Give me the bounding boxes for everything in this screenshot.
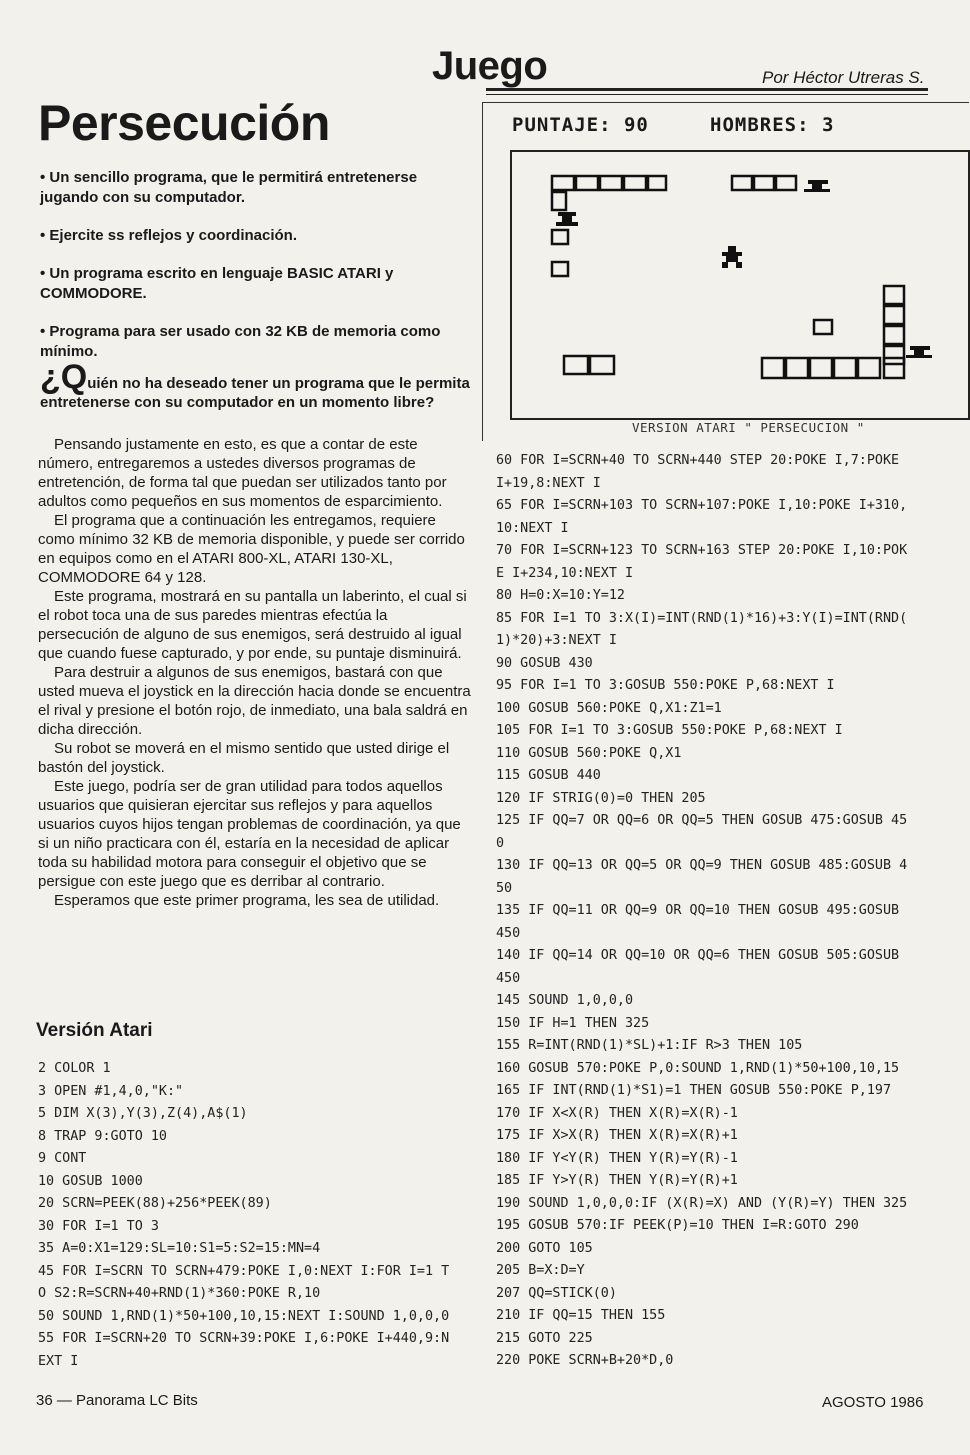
header-rule bbox=[486, 88, 928, 91]
maze-wall bbox=[648, 176, 666, 190]
code-listing-right bbox=[496, 450, 907, 1373]
maze-wall bbox=[600, 176, 622, 190]
maze-wall bbox=[552, 192, 566, 210]
code-line: 9 CONT bbox=[38, 1151, 87, 1166]
code-line: 450 bbox=[496, 970, 521, 986]
code-line: 2 COLOR 1 bbox=[38, 1061, 111, 1076]
maze-wall bbox=[552, 230, 568, 244]
maze-wall bbox=[884, 326, 904, 344]
code-line: 220 POKE SCRN+B+20*D,0 bbox=[496, 1353, 674, 1368]
enemy-icon bbox=[906, 346, 932, 358]
code-line: 450 bbox=[496, 925, 521, 941]
code-line: 165 IF INT(RND(1)*S1)=1 THEN GOSUB 550:POKE P,197 bbox=[496, 1083, 892, 1098]
enemy-icon bbox=[804, 180, 830, 192]
code-line: 20 SCRN=PEEK(88)+256*PEEK(89) bbox=[38, 1196, 272, 1211]
code-line: 135 IF QQ=11 OR QQ=9 OR QQ=10 THEN GOSUB 495:GOSUB bbox=[496, 903, 900, 918]
code-line: 80 H=0:X=10:Y=12 bbox=[496, 588, 625, 603]
code-line: 60 FOR I=SCRN+40 TO SCRN+440 STEP 20:POKE I,7:POKE bbox=[496, 453, 900, 468]
code-line: 185 IF Y>Y(R) THEN Y(R)=Y(R)+1 bbox=[496, 1173, 738, 1188]
maze-wall bbox=[776, 176, 796, 190]
article-body bbox=[38, 435, 472, 910]
code-line: 140 IF QQ=14 OR QQ=10 OR QQ=6 THEN GOSUB 505:GOSUB bbox=[496, 948, 900, 963]
code-line: 150 IF H=1 THEN 325 bbox=[496, 1015, 650, 1031]
code-line: 1)*20)+3:NEXT I bbox=[496, 633, 617, 648]
code-listing-left bbox=[38, 1058, 449, 1373]
code-line: 3 OPEN #1,4,0,"K:" bbox=[38, 1083, 184, 1099]
body-paragraph: Pensando justamente en esto, es que a contar de este número, entregaremos a ustedes diversos programas de entretención, de forma tal que puedan ser utilizados tanto por adultos como pequeños en sus momentos de esparcimiento. bbox=[38, 436, 447, 510]
maze-wall bbox=[754, 176, 774, 190]
author-byline: Por Héctor Utreras S. bbox=[762, 68, 925, 87]
code-line: 155 R=INT(RND(1)*SL)+1:IF R>3 THEN 105 bbox=[496, 1038, 803, 1053]
maze-wall bbox=[576, 176, 598, 190]
folio-left: 36 — Panorama LC Bits bbox=[36, 1392, 198, 1409]
maze-wall bbox=[858, 358, 880, 378]
header-rule-thin bbox=[486, 94, 928, 95]
code-line: 180 IF Y<Y(R) THEN Y(R)=Y(R)-1 bbox=[496, 1150, 738, 1166]
code-line: 110 GOSUB 560:POKE Q,X1 bbox=[496, 745, 682, 761]
code-line: 160 GOSUB 570:POKE P,0:SOUND 1,RND(1)*50+100,10,15 bbox=[496, 1060, 900, 1076]
code-line: E I+234,10:NEXT I bbox=[496, 565, 634, 581]
maze-wall bbox=[810, 358, 832, 378]
code-line: 8 TRAP 9:GOTO 10 bbox=[38, 1128, 167, 1144]
code-line: 200 GOTO 105 bbox=[496, 1240, 593, 1256]
maze-wall bbox=[732, 176, 752, 190]
drop-cap: ¿Q bbox=[40, 358, 88, 396]
code-line: 85 FOR I=1 TO 3:X(I)=INT(RND(1)*16)+3:Y(I)=INT(RND( bbox=[496, 610, 908, 626]
code-line: 130 IF QQ=13 OR QQ=5 OR QQ=9 THEN GOSUB 485:GOSUB 4 bbox=[496, 858, 908, 873]
body-paragraph: Esperamos que este primer programa, les sea de utilidad. bbox=[54, 892, 440, 909]
code-line: 115 GOSUB 440 bbox=[496, 768, 601, 783]
bullet-item: • Programa para ser usado con 32 KB de memoria como mínimo. bbox=[40, 323, 441, 360]
lead-text: uién no ha deseado tener un programa que le permita entretenerse con su computador en un momento libre? bbox=[40, 375, 470, 411]
bullet-item: • Ejercite ss reflejos y coordinación. bbox=[40, 227, 298, 244]
code-line: 120 IF STRIG(0)=0 THEN 205 bbox=[496, 790, 706, 806]
code-line: 50 SOUND 1,RND(1)*50+100,10,15:NEXT I:SOUND 1,0,0,0 bbox=[38, 1308, 450, 1324]
folio-right: AGOSTO 1986 bbox=[822, 1394, 924, 1411]
code-line: 50 bbox=[496, 880, 513, 896]
robot-icon bbox=[722, 246, 742, 268]
code-line: 0 bbox=[496, 835, 505, 851]
maze-wall bbox=[564, 356, 588, 374]
code-line: 30 FOR I=1 TO 3 bbox=[38, 1218, 159, 1234]
maze-wall bbox=[814, 320, 832, 334]
maze-wall bbox=[624, 176, 646, 190]
maze-wall bbox=[834, 358, 856, 378]
code-line: 5 DIM X(3),Y(3),Z(4),A$(1) bbox=[38, 1106, 248, 1121]
maze-wall bbox=[762, 358, 784, 378]
maze-wall bbox=[884, 358, 904, 378]
code-line: 100 GOSUB 560:POKE Q,X1:Z1=1 bbox=[496, 700, 722, 716]
code-line: 205 B=X:D=Y bbox=[496, 1263, 585, 1278]
code-line: 190 SOUND 1,0,0,0:IF (X(R)=X) AND (Y(R)=Y) THEN 325 bbox=[496, 1195, 908, 1211]
code-line: 55 FOR I=SCRN+20 TO SCRN+39:POKE I,6:POKE I+440,9:N bbox=[38, 1331, 450, 1346]
code-line: 70 FOR I=SCRN+123 TO SCRN+163 STEP 20:POKE I,10:POK bbox=[496, 543, 908, 558]
screenshot-caption: VERSION ATARI " PERSECUCION " bbox=[632, 420, 865, 435]
score-label: PUNTAJE: 90 bbox=[512, 114, 649, 136]
maze-graphic bbox=[512, 152, 968, 418]
maze-wall bbox=[884, 306, 904, 324]
game-screen bbox=[510, 150, 970, 420]
body-paragraph: Para destruir a algunos de sus enemigos, bastará con que usted mueva el joystick en la dirección hacia donde se encuentra el rival y presione el botón rojo, de inmediato, una bala saldrá en dicha dirección. bbox=[38, 664, 471, 738]
maze-wall bbox=[786, 358, 808, 378]
body-paragraph: Este juego, podría ser de gran utilidad para todos aquellos usuarios que quisieran ejercitar sus reflejos y para aquellos usuarios cuyos hijos tengan problemas de coordinación, ya que si un niño practicara con él, estaría en la necesidad de aplicar toda su habilidad motora para conseguir el objetivo que se persigue con este juego que es derribar al contrario. bbox=[38, 778, 461, 890]
code-line: EXT I bbox=[38, 1353, 79, 1369]
body-paragraph: Este programa, mostrará en su pantalla un laberinto, el cual si el robot toca una de sus paredes mientras efectúa la persecución de alguno de sus enemigos, será destruido al igual que cuando fuese capturado, y por ende, su puntaje disminuirá. bbox=[38, 588, 467, 662]
code-line: 105 FOR I=1 TO 3:GOSUB 550:POKE P,68:NEXT I bbox=[496, 723, 843, 738]
code-line: I+19,8:NEXT I bbox=[496, 475, 601, 491]
code-line: 195 GOSUB 570:IF PEEK(P)=10 THEN I=R:GOTO 290 bbox=[496, 1218, 859, 1233]
code-line: O S2:R=SCRN+40+RND(1)*360:POKE R,10 bbox=[38, 1286, 321, 1301]
lead-paragraph bbox=[40, 358, 472, 412]
code-line: 170 IF X<X(R) THEN X(R)=X(R)-1 bbox=[496, 1105, 738, 1121]
enemy-icon bbox=[556, 212, 578, 226]
lives-label: HOMBRES: 3 bbox=[710, 114, 835, 136]
bullet-item: • Un programa escrito en lenguaje BASIC ATARI y COMMODORE. bbox=[40, 265, 394, 302]
code-line: 145 SOUND 1,0,0,0 bbox=[496, 993, 634, 1008]
maze-wall bbox=[884, 286, 904, 304]
section-title: Juego bbox=[432, 44, 548, 88]
code-line: 215 GOTO 225 bbox=[496, 1330, 593, 1346]
code-line: 65 FOR I=SCRN+103 TO SCRN+107:POKE I,10:POKE I+310, bbox=[496, 498, 908, 513]
code-line: 10:NEXT I bbox=[496, 520, 569, 536]
code-line: 207 QQ=STICK(0) bbox=[496, 1285, 617, 1301]
maze-wall bbox=[552, 176, 574, 190]
code-line: 90 GOSUB 430 bbox=[496, 655, 593, 671]
maze-wall bbox=[590, 356, 614, 374]
maze-wall bbox=[552, 262, 568, 276]
code-line: 95 FOR I=1 TO 3:GOSUB 550:POKE P,68:NEXT I bbox=[496, 678, 835, 693]
code-line: 210 IF QQ=15 THEN 155 bbox=[496, 1308, 666, 1323]
code-line: 175 IF X>X(R) THEN X(R)=X(R)+1 bbox=[496, 1128, 738, 1143]
code-line: 125 IF QQ=7 OR QQ=6 OR QQ=5 THEN GOSUB 475:GOSUB 45 bbox=[496, 813, 908, 828]
article-title: Persecución bbox=[38, 95, 330, 151]
body-paragraph: El programa que a continuación les entregamos, requiere como mínimo 32 KB de memoria disponible, y puede ser corrido en equipos como en el ATARI 800-XL, ATARI 130-XL, COMMODORE 64 y 128. bbox=[38, 512, 465, 586]
version-heading: Versión Atari bbox=[36, 1020, 153, 1041]
code-line: 10 GOSUB 1000 bbox=[38, 1173, 143, 1189]
code-line: 45 FOR I=SCRN TO SCRN+479:POKE I,0:NEXT I:FOR I=1 T bbox=[38, 1263, 450, 1279]
body-paragraph: Su robot se moverá en el mismo sentido que usted dirige el bastón del joystick. bbox=[38, 740, 450, 776]
bullet-item: • Un sencillo programa, que le permitirá entretenerse jugando con su computador. bbox=[40, 169, 418, 206]
code-line: 35 A=0:X1=129:SL=10:S1=5:S2=15:MN=4 bbox=[38, 1241, 321, 1256]
maze-wall bbox=[884, 346, 904, 364]
